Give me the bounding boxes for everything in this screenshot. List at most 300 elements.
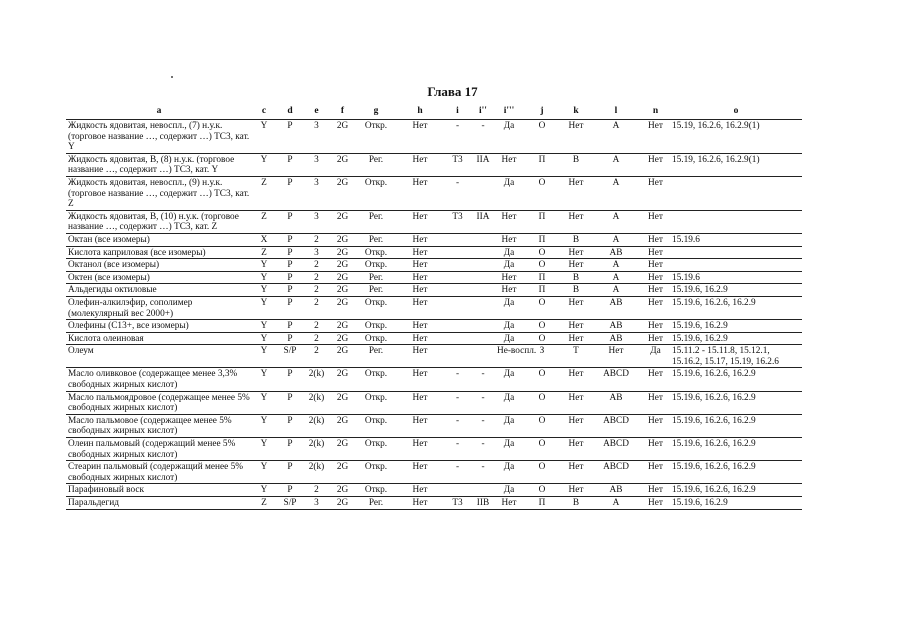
table-cell: 2G — [329, 120, 356, 154]
references-cell: 15.19.6, 16.2.6, 16.2.9 — [670, 368, 802, 391]
table-cell: Нет — [396, 461, 444, 484]
table-row — [66, 461, 802, 484]
table-cell: Нет — [641, 271, 670, 284]
table-cell: О — [523, 259, 561, 272]
table-cell: 2G — [329, 332, 356, 345]
table-cell: Откр. — [356, 246, 396, 259]
table-cell: Откр. — [356, 438, 396, 461]
table-cell: АВ — [591, 296, 641, 319]
table-cell: Откр. — [356, 332, 396, 345]
table-cell — [471, 345, 495, 368]
table-cell: Нет — [641, 484, 670, 497]
table-cell: Y — [252, 484, 276, 497]
table-cell — [444, 271, 471, 284]
product-name-cell: Паральдегид — [66, 497, 252, 510]
product-name-cell: Масло оливковое (содержащее менее 3,3% свободных жирных кислот) — [66, 368, 252, 391]
references-cell: 15.19.6, 16.2.9 — [670, 497, 802, 510]
table-cell: P — [276, 176, 304, 210]
table-cell: З — [523, 345, 561, 368]
table-cell: Не-воспл. — [495, 345, 523, 368]
table-cell: Нет — [641, 284, 670, 297]
table-cell: Нет — [561, 414, 591, 437]
table-cell: Y — [252, 259, 276, 272]
table-cell: Y — [252, 461, 276, 484]
column-header: l — [614, 105, 618, 116]
table-cell: Нет — [396, 438, 444, 461]
table-cell: Нет — [641, 461, 670, 484]
table-cell: Нет — [561, 391, 591, 414]
table-cell: 2G — [329, 414, 356, 437]
table-cell: 2G — [329, 484, 356, 497]
references-cell — [670, 259, 802, 272]
table-cell: Нет — [396, 176, 444, 210]
references-cell: 15.19, 16.2.6, 16.2.9(1) — [670, 120, 802, 154]
references-cell: 15.19.6 — [670, 233, 802, 246]
table-cell: 2 — [304, 259, 329, 272]
product-name-cell: Жидкость ядовитая, невоспл., (9) н.у.к. (торговое название …, содержит …) ТС3, кат. Z — [66, 176, 252, 210]
table-cell: Нет — [495, 233, 523, 246]
table-cell: P — [276, 414, 304, 437]
table-row — [66, 368, 802, 391]
references-cell: 15.19.6, 16.2.6, 16.2.9 — [670, 414, 802, 437]
table-cell: Откр. — [356, 296, 396, 319]
table-cell: Т3 — [444, 497, 471, 510]
table-cell: P — [276, 391, 304, 414]
table-cell: Откр. — [356, 461, 396, 484]
table-cell: 2G — [329, 368, 356, 391]
table-cell: Откр. — [356, 484, 396, 497]
cargo-table — [66, 103, 802, 510]
table-cell: Откр. — [356, 259, 396, 272]
table-cell: 3 — [304, 246, 329, 259]
table-cell: Нет — [641, 332, 670, 345]
table-row — [66, 345, 802, 368]
table-cell: П — [523, 271, 561, 284]
table-cell: Нет — [591, 345, 641, 368]
table-cell — [471, 284, 495, 297]
table-cell: Y — [252, 368, 276, 391]
product-name-cell: Стеарин пальмовый (содержащий менее 5% свободных жирных кислот) — [66, 461, 252, 484]
table-cell: 2(k) — [304, 461, 329, 484]
table-cell: П — [523, 284, 561, 297]
table-cell: ABCD — [591, 368, 641, 391]
table-cell: IIВ — [471, 497, 495, 510]
table-cell: П — [523, 153, 561, 176]
table-cell: О — [523, 368, 561, 391]
references-cell: 15.19.6, 16.2.6, 16.2.9 — [670, 438, 802, 461]
table-cell: Нет — [495, 210, 523, 233]
table-cell: О — [523, 120, 561, 154]
table-cell: Y — [252, 271, 276, 284]
table-cell: P — [276, 332, 304, 345]
table-cell: Нет — [561, 484, 591, 497]
table-cell: О — [523, 391, 561, 414]
table-cell: Нет — [396, 259, 444, 272]
table-row — [66, 497, 802, 510]
table-cell: Нет — [396, 497, 444, 510]
table-cell: Нет — [561, 368, 591, 391]
references-cell: 15.19, 16.2.6, 16.2.9(1) — [670, 153, 802, 176]
table-cell: АВ — [591, 320, 641, 333]
table-cell: Нет — [396, 368, 444, 391]
table-cell — [471, 176, 495, 210]
table-cell: P — [276, 271, 304, 284]
table-row — [66, 176, 802, 210]
table-cell: 3 — [304, 176, 329, 210]
table-cell — [471, 320, 495, 333]
table-cell: Рег. — [356, 497, 396, 510]
table-cell — [471, 271, 495, 284]
table-cell: Нет — [495, 284, 523, 297]
product-name-cell: Октен (все изомеры) — [66, 271, 252, 284]
table-cell: Y — [252, 320, 276, 333]
product-name-cell: Октан (все изомеры) — [66, 233, 252, 246]
table-row — [66, 332, 802, 345]
table-cell: 2 — [304, 332, 329, 345]
table-cell: Нет — [396, 210, 444, 233]
table-cell: 2G — [329, 233, 356, 246]
table-cell: P — [276, 484, 304, 497]
table-cell: Нет — [396, 320, 444, 333]
table-cell: 2G — [329, 320, 356, 333]
table-cell: Y — [252, 120, 276, 154]
references-cell: 15.19.6, 16.2.9 — [670, 332, 802, 345]
table-cell: О — [523, 484, 561, 497]
table-cell: П — [523, 210, 561, 233]
table-cell: Нет — [641, 320, 670, 333]
table-cell: Откр. — [356, 120, 396, 154]
table-cell: В — [561, 233, 591, 246]
table-cell: Нет — [396, 233, 444, 246]
column-header: n — [652, 105, 659, 116]
table-cell: - — [444, 176, 471, 210]
table-cell: Z — [252, 497, 276, 510]
table-cell: АВ — [591, 484, 641, 497]
table-cell — [471, 296, 495, 319]
table-cell: - — [444, 391, 471, 414]
table-cell: Нет — [396, 484, 444, 497]
table-cell: P — [276, 259, 304, 272]
table-cell: 2G — [329, 296, 356, 319]
references-cell: 15.19.6 — [670, 271, 802, 284]
table-cell: Y — [252, 345, 276, 368]
table-cell: Z — [252, 246, 276, 259]
table-cell: Нет — [396, 284, 444, 297]
table-cell: Нет — [396, 332, 444, 345]
table-cell: Нет — [641, 296, 670, 319]
product-name-cell: Олефин-алкилэфир, сополимер (молекулярный вес 2000+) — [66, 296, 252, 319]
column-header: h — [417, 105, 423, 116]
table-row — [66, 259, 802, 272]
product-name-cell: Октанол (все изомеры) — [66, 259, 252, 272]
table-cell: 2G — [329, 438, 356, 461]
table-cell: Рег. — [356, 271, 396, 284]
table-cell — [471, 332, 495, 345]
table-cell — [444, 233, 471, 246]
table-cell: Нет — [561, 246, 591, 259]
table-cell: А — [591, 153, 641, 176]
table-cell: О — [523, 332, 561, 345]
table-cell: Нет — [561, 461, 591, 484]
table-cell: Нет — [396, 120, 444, 154]
table-cell: 2G — [329, 271, 356, 284]
table-cell: S/P — [276, 345, 304, 368]
table-cell: - — [444, 438, 471, 461]
table-cell: Да — [495, 391, 523, 414]
table-cell: Откр. — [356, 414, 396, 437]
references-cell: 15.19.6, 16.2.6, 16.2.9 — [670, 461, 802, 484]
table-cell — [444, 332, 471, 345]
scan-speck — [171, 76, 173, 78]
table-cell: 2G — [329, 210, 356, 233]
table-cell: Да — [495, 176, 523, 210]
table-cell: Да — [641, 345, 670, 368]
table-cell — [471, 484, 495, 497]
table-cell: Нет — [641, 497, 670, 510]
table-cell: P — [276, 296, 304, 319]
column-header: g — [373, 105, 379, 116]
table-cell: Нет — [396, 345, 444, 368]
table-cell: Y — [252, 153, 276, 176]
table-cell: Нет — [641, 414, 670, 437]
column-header: o — [733, 105, 739, 116]
table-cell: 3 — [304, 497, 329, 510]
table-cell: АВ — [591, 391, 641, 414]
table-cell: Нет — [641, 153, 670, 176]
table-cell: P — [276, 320, 304, 333]
table-cell: Да — [495, 246, 523, 259]
table-cell: Нет — [495, 153, 523, 176]
table-cell: Да — [495, 296, 523, 319]
table-cell: ABCD — [591, 461, 641, 484]
table-cell — [444, 320, 471, 333]
table-cell: П — [523, 233, 561, 246]
table-cell: 2 — [304, 320, 329, 333]
table-cell: 2G — [329, 259, 356, 272]
table-cell: О — [523, 296, 561, 319]
table-cell: Y — [252, 438, 276, 461]
table-cell: Нет — [641, 176, 670, 210]
table-cell: X — [252, 233, 276, 246]
table-cell: 2 — [304, 484, 329, 497]
table-cell: А — [591, 120, 641, 154]
product-name-cell: Масло пальмоядровое (содержащее менее 5% свободных жирных кислот) — [66, 391, 252, 414]
table-cell: Нет — [396, 246, 444, 259]
table-row — [66, 233, 802, 246]
table-cell — [444, 246, 471, 259]
table-cell: 2G — [329, 176, 356, 210]
table-cell: 2G — [329, 497, 356, 510]
table-cell: ABCD — [591, 414, 641, 437]
table-cell: P — [276, 438, 304, 461]
table-row — [66, 414, 802, 437]
table-cell: 2G — [329, 391, 356, 414]
table-cell: АВ — [591, 246, 641, 259]
product-name-cell: Масло пальмовое (содержащее менее 5% свободных жирных кислот) — [66, 414, 252, 437]
table-cell — [444, 484, 471, 497]
table-cell: Откр. — [356, 391, 396, 414]
table-cell: О — [523, 320, 561, 333]
page-title: Глава 17 — [427, 84, 478, 99]
product-name-cell: Олефины (С13+, все изомеры) — [66, 320, 252, 333]
table-cell: Рег. — [356, 233, 396, 246]
table-cell: 2 — [304, 345, 329, 368]
references-cell: 15.19.6, 16.2.6, 16.2.9 — [670, 391, 802, 414]
references-cell: 15.19.6, 16.2.6, 16.2.9 — [670, 484, 802, 497]
table-cell: P — [276, 284, 304, 297]
table-cell — [471, 233, 495, 246]
table-cell — [444, 284, 471, 297]
product-name-cell: Альдегиды октиловые — [66, 284, 252, 297]
product-name-cell: Парафиновый воск — [66, 484, 252, 497]
table-cell: Т3 — [444, 153, 471, 176]
table-row — [66, 484, 802, 497]
references-cell — [670, 210, 802, 233]
table-cell: Нет — [561, 296, 591, 319]
references-cell: 15.11.2 - 15.11.8, 15.12.1, 15.16.2, 15.17, 15.19, 16.2.6 — [670, 345, 802, 368]
table-cell: Да — [495, 320, 523, 333]
column-header: c — [261, 105, 267, 116]
table-cell: Y — [252, 284, 276, 297]
table-cell: 2 — [304, 233, 329, 246]
product-name-cell: Жидкость ядовитая, В, (10) н.у.к. (торговое название …, содержит …) ТС3, кат. Z — [66, 210, 252, 233]
table-cell: S/P — [276, 497, 304, 510]
table-cell: 2(k) — [304, 414, 329, 437]
table-cell: 2G — [329, 284, 356, 297]
header-row — [66, 103, 802, 120]
table-cell: Нет — [641, 246, 670, 259]
table-cell: 2G — [329, 246, 356, 259]
table-cell: О — [523, 461, 561, 484]
table-cell: 2(k) — [304, 438, 329, 461]
table-cell: 3 — [304, 153, 329, 176]
table-cell: А — [591, 176, 641, 210]
table-cell: АВ — [591, 332, 641, 345]
table-cell: Нет — [561, 210, 591, 233]
table-row — [66, 246, 802, 259]
table-cell: IIА — [471, 210, 495, 233]
table-cell: P — [276, 233, 304, 246]
table-cell: 2(k) — [304, 391, 329, 414]
table-cell: Да — [495, 438, 523, 461]
table-row — [66, 320, 802, 333]
table-cell: Нет — [396, 153, 444, 176]
product-name-cell: Жидкость ядовитая, невоспл., (7) н.у.к. (торговое название …, содержит …) ТС3, кат. Y — [66, 120, 252, 154]
table-cell: - — [471, 368, 495, 391]
column-header: e — [314, 105, 319, 116]
table-row — [66, 210, 802, 233]
table-cell: А — [591, 259, 641, 272]
table-cell: Нет — [561, 438, 591, 461]
product-name-cell: Кислота олеиновая — [66, 332, 252, 345]
table-cell: P — [276, 246, 304, 259]
table-cell: Да — [495, 368, 523, 391]
product-name-cell: Кислота каприловая (все изомеры) — [66, 246, 252, 259]
table-cell: Нет — [561, 176, 591, 210]
table-cell: Y — [252, 332, 276, 345]
table-cell: - — [471, 414, 495, 437]
product-name-cell: Жидкость ядовитая, В, (8) н.у.к. (торговое название …, содержит …) ТС3, кат. Y — [66, 153, 252, 176]
table-row — [66, 438, 802, 461]
column-header: i'' — [479, 105, 487, 116]
table-cell: Z — [252, 176, 276, 210]
table-cell: Да — [495, 259, 523, 272]
table-cell: А — [591, 284, 641, 297]
table-cell: 3 — [304, 210, 329, 233]
table-cell: P — [276, 461, 304, 484]
table-cell: - — [471, 391, 495, 414]
table-cell: P — [276, 120, 304, 154]
table-cell: В — [561, 153, 591, 176]
table-cell: О — [523, 414, 561, 437]
table-cell: Нет — [561, 332, 591, 345]
product-name-cell: Олеин пальмовый (содержащий менее 5% свободных жирных кислот) — [66, 438, 252, 461]
product-name-cell: Олеум — [66, 345, 252, 368]
table-cell: - — [471, 461, 495, 484]
table-cell: Y — [252, 296, 276, 319]
table-cell: Нет — [396, 414, 444, 437]
table-cell: P — [276, 368, 304, 391]
table-cell: О — [523, 246, 561, 259]
table-cell: IIА — [471, 153, 495, 176]
table-row — [66, 153, 802, 176]
table-cell: Нет — [561, 320, 591, 333]
column-header: f — [340, 105, 345, 116]
column-header: j — [540, 105, 544, 116]
column-header: d — [287, 105, 293, 116]
table-cell: - — [444, 414, 471, 437]
table-cell: 2 — [304, 284, 329, 297]
references-cell: 15.19.6, 16.2.6, 16.2.9 — [670, 296, 802, 319]
table-cell: Нет — [396, 391, 444, 414]
table-cell: Рег. — [356, 210, 396, 233]
references-cell: 15.19.6, 16.2.9 — [670, 320, 802, 333]
table-cell: 2G — [329, 345, 356, 368]
table-cell: Откр. — [356, 368, 396, 391]
table-cell: Рег. — [356, 284, 396, 297]
table-cell: - — [471, 120, 495, 154]
table-cell: Да — [495, 332, 523, 345]
table-cell: Рег. — [356, 153, 396, 176]
table-row — [66, 284, 802, 297]
table-cell — [471, 246, 495, 259]
table-cell: Т3 — [444, 210, 471, 233]
table-cell: 2G — [329, 461, 356, 484]
table-cell: - — [444, 120, 471, 154]
table-cell — [444, 259, 471, 272]
column-header: k — [573, 105, 579, 116]
table-cell: Да — [495, 414, 523, 437]
table-cell — [444, 296, 471, 319]
table-cell: 2 — [304, 296, 329, 319]
table-cell: Z — [252, 210, 276, 233]
table-cell: В — [561, 284, 591, 297]
table-row — [66, 391, 802, 414]
references-cell: 15.19.6, 16.2.9 — [670, 284, 802, 297]
column-header: a — [156, 105, 162, 116]
table-cell: Нет — [641, 259, 670, 272]
table-row — [66, 296, 802, 319]
table-cell: Да — [495, 120, 523, 154]
table-cell: Нет — [641, 438, 670, 461]
table-cell: 2 — [304, 271, 329, 284]
column-header: i — [456, 105, 459, 116]
table-cell: 3 — [304, 120, 329, 154]
table-cell: Т — [561, 345, 591, 368]
table-cell: А — [591, 497, 641, 510]
table-cell: А — [591, 233, 641, 246]
table-cell: В — [561, 271, 591, 284]
